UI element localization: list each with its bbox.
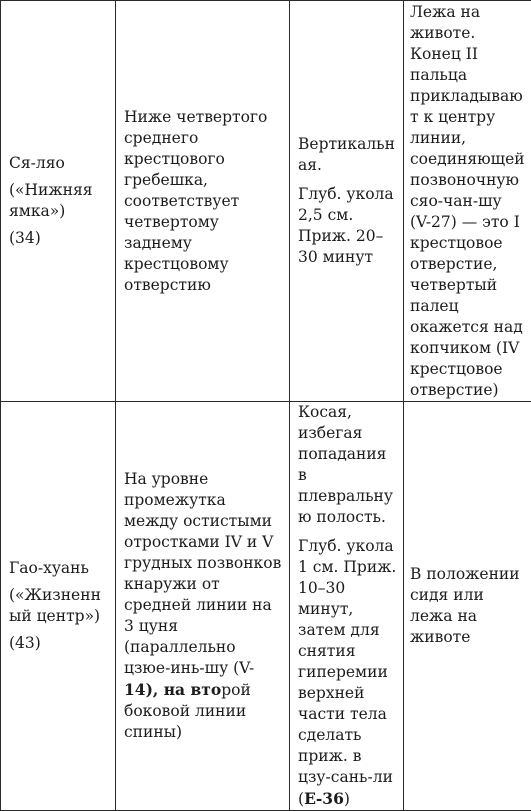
table-row (1, 1, 531, 402)
point-alias: («Нижняя ямка») (9, 180, 109, 222)
point-name: Гао-хуань (9, 558, 109, 579)
location-cell (116, 1, 290, 402)
needle-depth: Глуб. укола 2,5 см. Приж. 20–30 минут (298, 184, 397, 268)
position-text: Лежа на животе. Конец II пальца прикладывают к центру линии, соединяющей позвоночную сяо-чан-шу (V-27) — это I крестцовое отверстие, четвертый палец окажется над копчиком (IV крестцовое отверстие) (410, 2, 527, 401)
needle-direction: Косая, избегая попадания в плевральную полость. (298, 402, 397, 528)
position-text: В положении сидя или лежа на животе (410, 564, 527, 648)
point-alias: («Жизненный центр») (9, 585, 109, 627)
position-cell (404, 402, 531, 811)
table-row (1, 402, 531, 811)
needle-cell (290, 402, 404, 811)
point-number: (34) (9, 228, 109, 249)
needle-depth-bold: Е-36 (304, 789, 344, 808)
needle-cell (290, 1, 404, 402)
point-name-cell (1, 402, 116, 811)
location-cell (116, 402, 290, 811)
location-text: Ниже четвертого среднего крестцового гребешка, соответствует четвертому заднему крестцовому отверстию (124, 107, 283, 296)
position-cell (404, 1, 531, 402)
point-name-cell (1, 1, 116, 402)
point-name: Ся-ляо (9, 153, 109, 174)
needle-direction: Вертикальная. (298, 134, 397, 176)
location-bold: 14), на вто (124, 680, 221, 699)
location-text: На уровне промежутка между остистыми отростками IV и V грудных позвонков кнаружи от средней линии на 3 цуня (параллельно цзюе-инь-шу (V-14), на второй боковой линии спины) (124, 469, 283, 743)
point-number: (43) (9, 633, 109, 654)
needle-depth: Глуб. укола 1 см. Приж. 10–30 минут, затем для снятия гиперемии верхней части тела сделать приж. в цзу-сань-ли (Е-36) (298, 536, 397, 810)
